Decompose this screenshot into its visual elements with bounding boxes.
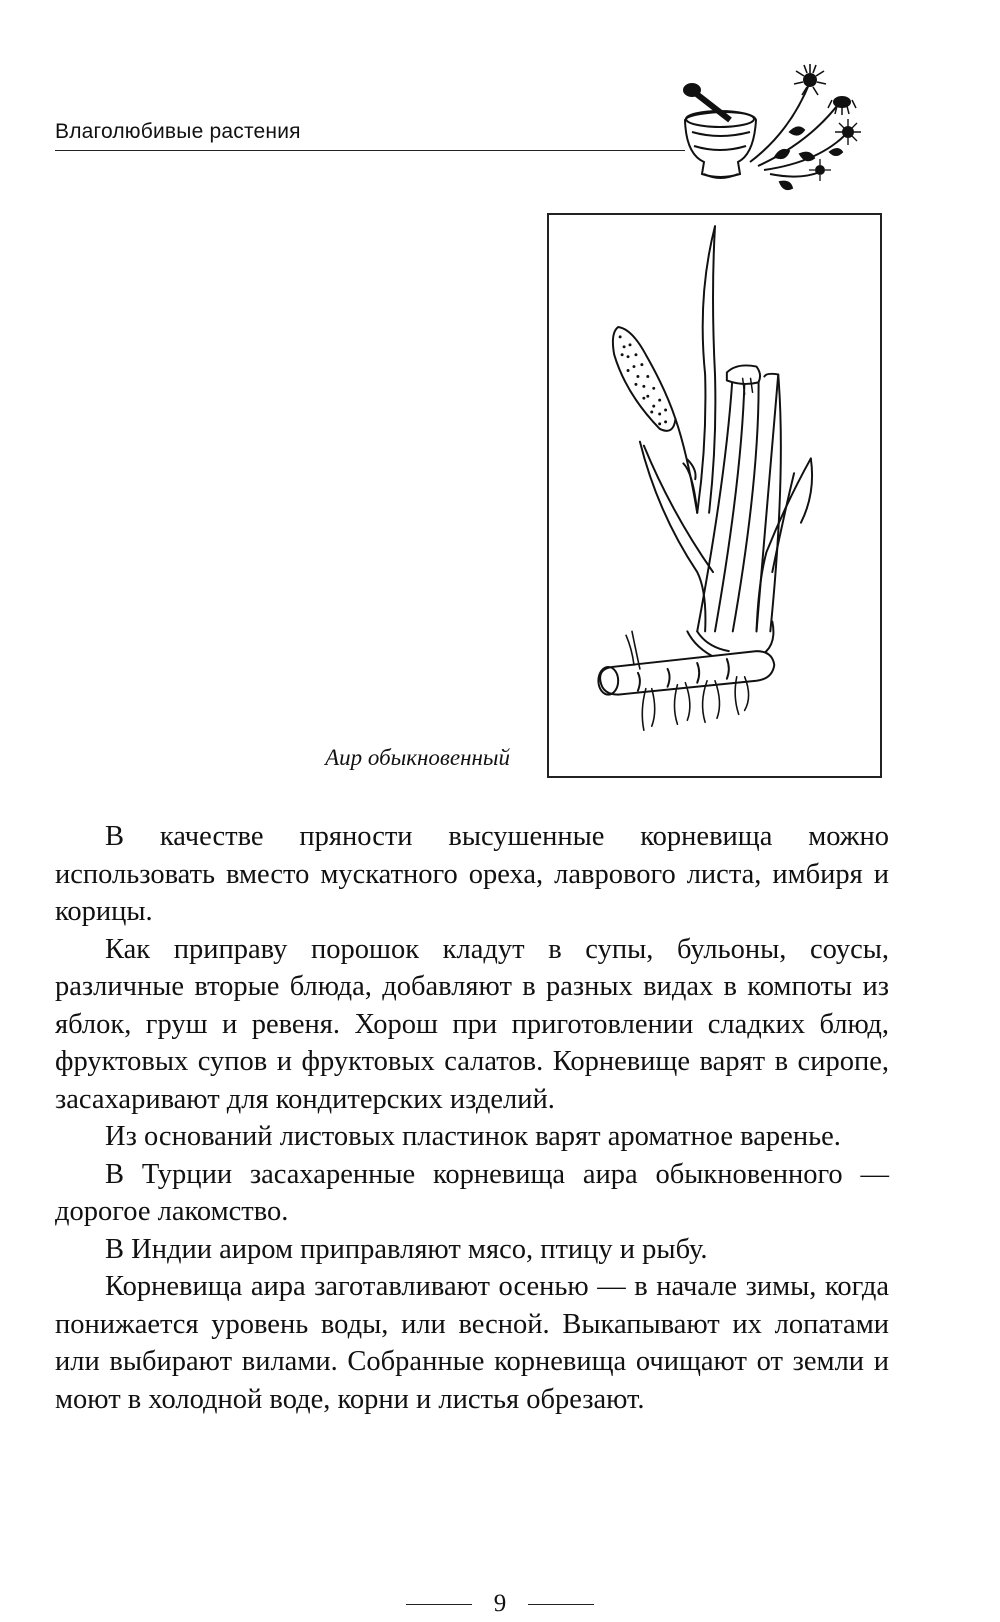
figure-caption: Аир обыкновенный [325, 745, 510, 770]
page-footer [0, 1590, 1000, 1618]
running-title: Влаголюбивые растения [55, 120, 301, 143]
paragraph: В Индии аиром приправляют мясо, птицу и рыбу. [105, 1233, 708, 1265]
calamus-plant-illustration [549, 215, 880, 776]
page-number: 9 [493, 1590, 507, 1617]
header-rule [55, 150, 685, 151]
paragraph: Корневища аира заготавливают осенью — в начале зимы, когда понижается уровень воды, или весной. Выкапывают их лопатами или выбирают вилами. Собранные корневища очищают от земли и моют в холодной воде, корни и листья обрезают. [55, 1271, 889, 1415]
body-text [55, 818, 889, 1418]
mortar-and-chamomile-icon [680, 62, 890, 200]
figure-frame [547, 213, 882, 778]
folio-dash-left [406, 1604, 472, 1605]
paragraph: Как приправу порошок кладут в супы, бульоны, соусы, различные вторые блюда, добавляют в разных видах в компоты из яблок, груш и ревеня. Хорош при приготовлении сладких блюд, фруктовых супов и фруктовых салатов. Корневище варят в сиропе, засахаривают для кондитерских изделий. [55, 933, 889, 1115]
folio-dash-right [528, 1604, 594, 1605]
paragraph: В качестве пряности высушенные корневища можно использовать вместо мускатного ореха, лаврового листа, имбиря и корицы. [55, 821, 889, 927]
paragraph: Из оснований листовых пластинок варят ароматное варенье. [105, 1121, 841, 1152]
paragraph: В Турции засахаренные корневища аира обыкновенного — дорогое лакомство. [55, 1158, 889, 1227]
